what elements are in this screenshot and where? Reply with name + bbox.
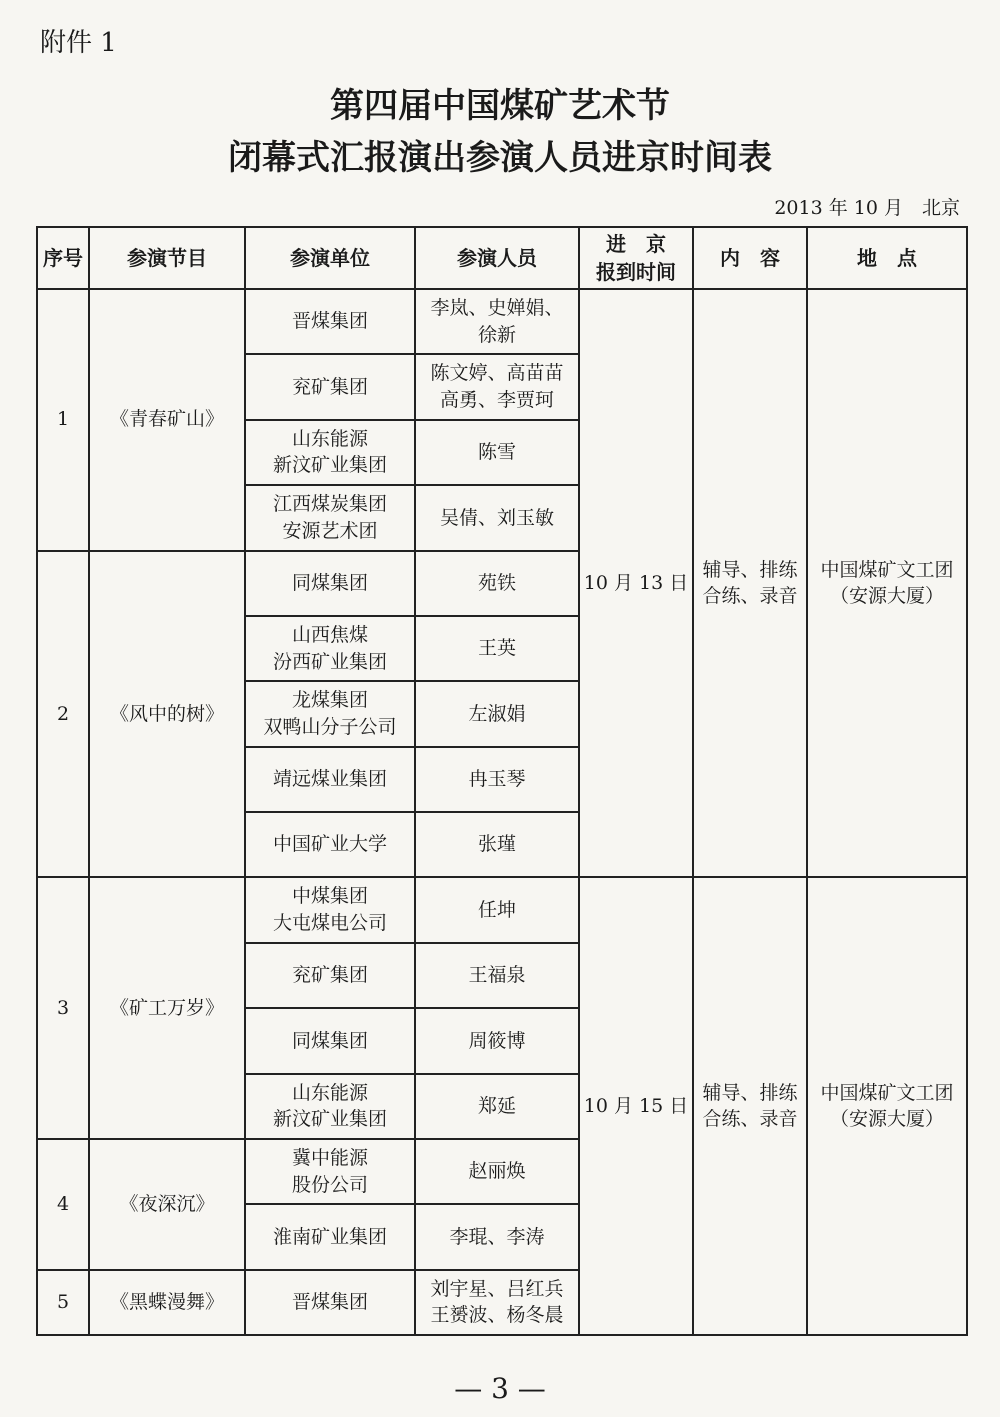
- content-cell: [693, 289, 807, 877]
- people-cell: [415, 289, 579, 354]
- header-program: 参演节目: [89, 227, 245, 289]
- content-line: 合练、录音: [702, 1108, 798, 1131]
- content-line: 合练、录音: [702, 585, 798, 608]
- people-line: 左淑娟: [468, 702, 526, 725]
- program-index: 2: [37, 551, 89, 878]
- unit-line: 龙煤集团: [291, 689, 368, 712]
- location-line: （安源大厦）: [829, 1108, 944, 1131]
- unit-cell: [245, 616, 415, 681]
- unit-line: 晋煤集团: [291, 310, 368, 333]
- unit-line: 同煤集团: [291, 571, 368, 594]
- program-name: 《黑蝶漫舞》: [89, 1270, 245, 1335]
- people-cell: [415, 1074, 579, 1139]
- people-cell: [415, 1270, 579, 1335]
- people-line: 张瑾: [477, 833, 516, 856]
- header-unit: 参演单位: [245, 227, 415, 289]
- people-line: 陈文婷、高苗苗: [430, 362, 564, 385]
- program-index: 3: [37, 877, 89, 1139]
- unit-line: 汾西矿业集团: [272, 650, 387, 673]
- document-title-line-1: 第四届中国煤矿艺术节: [330, 86, 670, 126]
- people-line: 刘宇星、吕红兵: [430, 1277, 564, 1300]
- unit-cell: [245, 1139, 415, 1204]
- unit-line: 山东能源: [291, 1081, 368, 1104]
- header-arrival-line: 报到时间: [596, 260, 676, 284]
- header-arrival: [579, 227, 693, 289]
- location-line: （安源大厦）: [829, 585, 944, 608]
- people-cell: [415, 551, 579, 616]
- unit-line: 中煤集团: [291, 885, 368, 908]
- unit-cell: [245, 812, 415, 877]
- unit-line: 冀中能源: [291, 1146, 368, 1169]
- unit-line: 山西焦煤: [291, 623, 368, 646]
- program-name: 《风中的树》: [89, 551, 245, 878]
- header-location: 地 点: [807, 227, 967, 289]
- people-cell: [415, 943, 579, 1008]
- unit-line: 兖矿集团: [291, 375, 368, 398]
- page-number: — 3 —: [454, 1372, 546, 1405]
- content-line: 辅导、排练: [702, 558, 798, 581]
- unit-cell: [245, 289, 415, 354]
- location-cell: [807, 877, 967, 1335]
- people-line: 李岚、史婵娟、: [430, 297, 564, 320]
- arrival-date: 10 月 13 日: [579, 289, 693, 877]
- unit-cell: [245, 877, 415, 942]
- header-people: 参演人员: [415, 227, 579, 289]
- unit-line: 中国矿业大学: [272, 833, 387, 856]
- unit-line: 双鸭山分子公司: [263, 715, 397, 738]
- unit-cell: [245, 485, 415, 550]
- unit-line: 山东能源: [291, 427, 368, 450]
- program-name: 《青春矿山》: [89, 289, 245, 551]
- header-row: [37, 227, 967, 289]
- table-row: [37, 289, 967, 354]
- header-arrival-line: 进 京: [606, 232, 666, 256]
- location-cell: [807, 289, 967, 877]
- unit-cell: [245, 1270, 415, 1335]
- people-cell: [415, 747, 579, 812]
- schedule-table: [36, 226, 968, 1336]
- people-line: 苑铁: [477, 571, 516, 594]
- people-cell: [415, 1204, 579, 1269]
- people-line: 冉玉琴: [468, 768, 526, 791]
- people-line: 任坤: [477, 898, 516, 921]
- content-cell: [693, 877, 807, 1335]
- unit-line: 大屯煤电公司: [272, 912, 387, 935]
- unit-cell: [245, 354, 415, 419]
- unit-cell: [245, 943, 415, 1008]
- people-cell: [415, 1008, 579, 1073]
- people-line: 周筱博: [468, 1029, 526, 1052]
- header-index: 序号: [37, 227, 89, 289]
- people-line: 徐新: [477, 323, 516, 346]
- people-cell: [415, 616, 579, 681]
- people-line: 陈雪: [477, 441, 516, 464]
- document-title-line-2: 闭幕式汇报演出参演人员进京时间表: [228, 138, 772, 178]
- unit-cell: [245, 1074, 415, 1139]
- unit-line: 股份公司: [291, 1173, 368, 1196]
- unit-line: 兖矿集团: [291, 964, 368, 987]
- unit-cell: [245, 551, 415, 616]
- program-index: 1: [37, 289, 89, 551]
- unit-line: 晋煤集团: [291, 1291, 368, 1314]
- people-line: 王福泉: [468, 964, 526, 987]
- people-cell: [415, 485, 579, 550]
- unit-line: 江西煤炭集团: [272, 493, 387, 516]
- content-line: 辅导、排练: [702, 1081, 798, 1104]
- arrival-date: 10 月 15 日: [579, 877, 693, 1335]
- people-cell: [415, 354, 579, 419]
- people-cell: [415, 877, 579, 942]
- attachment-label: 附件 1: [40, 28, 117, 58]
- table-row: [37, 877, 967, 942]
- unit-cell: [245, 1204, 415, 1269]
- unit-line: 靖远煤业集团: [272, 768, 387, 791]
- people-line: 王英: [477, 637, 516, 660]
- people-cell: [415, 812, 579, 877]
- unit-cell: [245, 681, 415, 746]
- location-line: 中国煤矿文工团: [820, 1081, 954, 1104]
- unit-line: 淮南矿业集团: [272, 1225, 387, 1248]
- unit-cell: [245, 1008, 415, 1073]
- people-cell: [415, 681, 579, 746]
- people-line: 李琨、李涛: [449, 1225, 545, 1248]
- header-content: 内 容: [693, 227, 807, 289]
- people-cell: [415, 1139, 579, 1204]
- program-index: 4: [37, 1139, 89, 1270]
- people-line: 吴倩、刘玉敏: [439, 506, 554, 529]
- dateline: 2013 年 10 月 北京: [774, 197, 960, 219]
- people-line: 郑延: [477, 1094, 516, 1117]
- unit-line: 同煤集团: [291, 1029, 368, 1052]
- unit-line: 新汶矿业集团: [272, 1108, 387, 1131]
- program-index: 5: [37, 1270, 89, 1335]
- program-name: 《矿工万岁》: [89, 877, 245, 1139]
- people-cell: [415, 420, 579, 485]
- unit-line: 安源艺术团: [282, 519, 378, 542]
- people-line: 王赟波、杨冬晨: [430, 1304, 564, 1327]
- unit-line: 新汶矿业集团: [272, 454, 387, 477]
- unit-cell: [245, 747, 415, 812]
- people-line: 赵丽焕: [468, 1160, 526, 1183]
- program-name: 《夜深沉》: [89, 1139, 245, 1270]
- people-line: 高勇、李贾珂: [439, 389, 554, 412]
- location-line: 中国煤矿文工团: [820, 558, 954, 581]
- unit-cell: [245, 420, 415, 485]
